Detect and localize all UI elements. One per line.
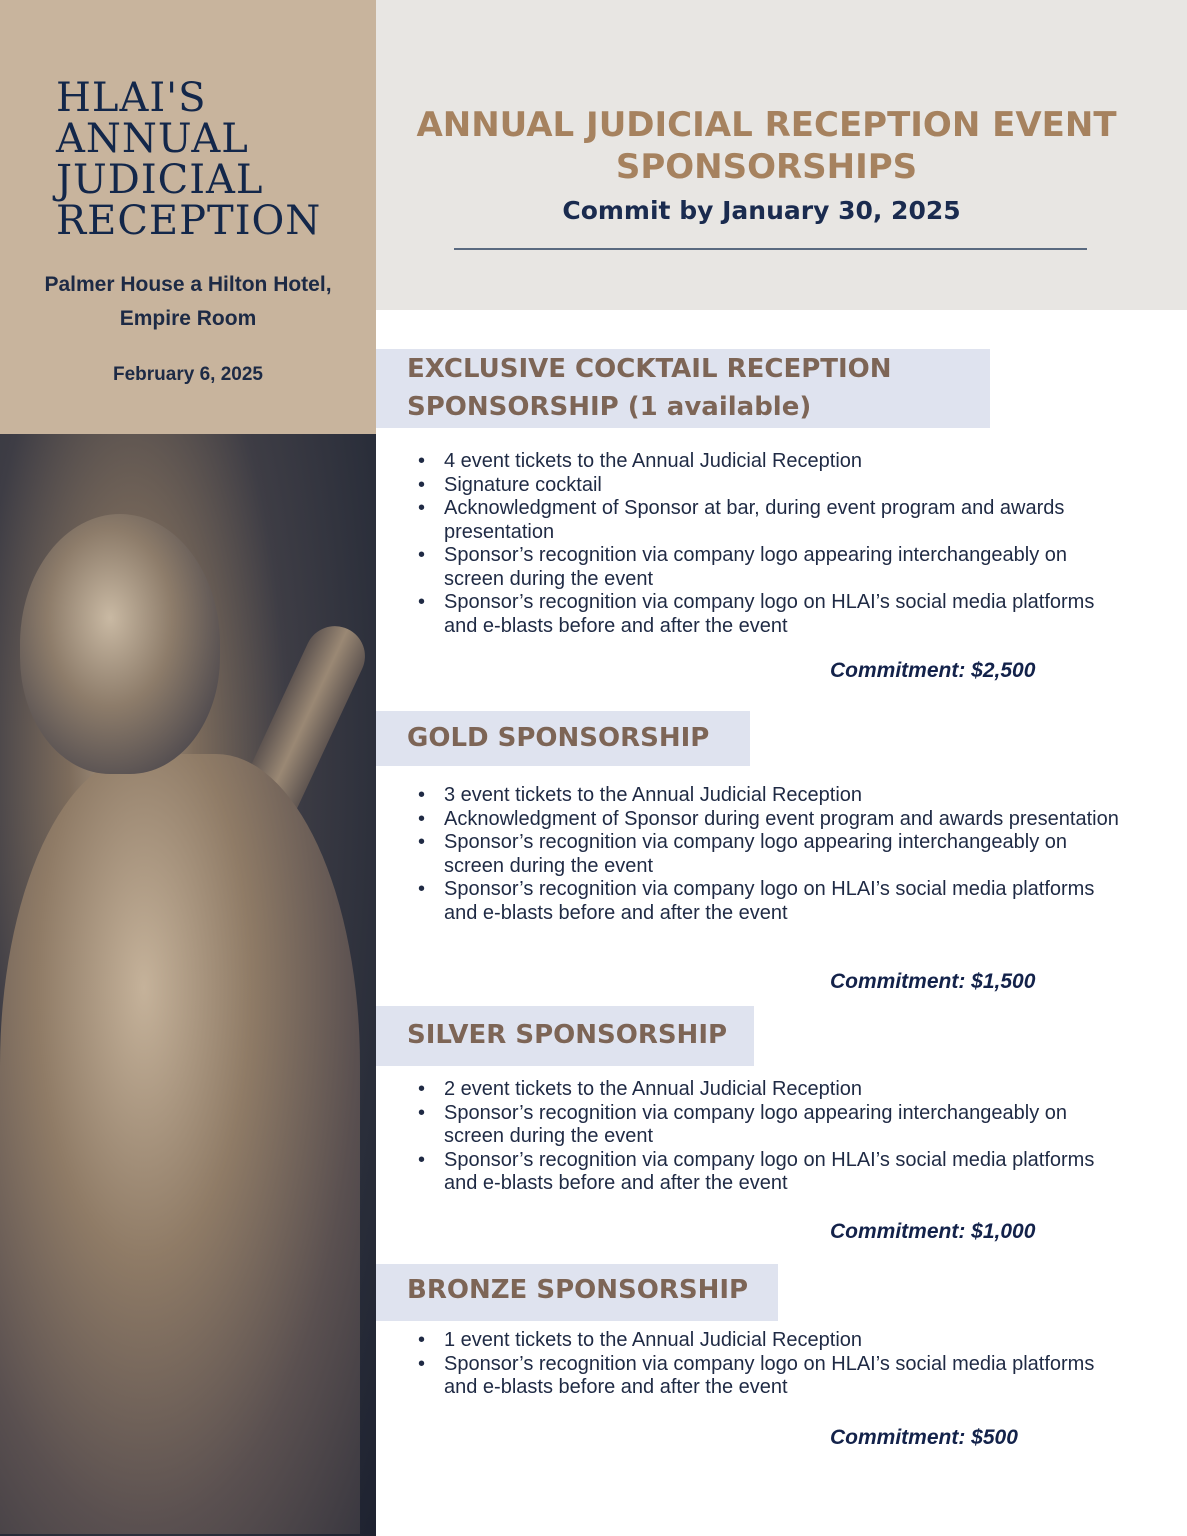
benefits-list — [376, 1078, 1124, 1196]
tier-title: GOLD SPONSORSHIP — [376, 711, 750, 766]
tier-title: BRONZE SPONSORSHIP — [376, 1264, 778, 1321]
statue-head-shape — [20, 514, 220, 774]
commitment-amount: Commitment: $2,500 — [830, 659, 1036, 682]
benefit-item: • Acknowledgment of Sponsor during event program and awards presentation — [444, 808, 1124, 832]
sidebar-panel — [0, 0, 376, 434]
venue — [0, 268, 376, 336]
commitment-amount: Commitment: $500 — [830, 1426, 1018, 1449]
benefit-item: • 4 event tickets to the Annual Judicial Reception — [444, 450, 1124, 474]
event-title-line: RECEPTION — [56, 198, 322, 244]
benefit-item: • Signature cocktail — [444, 474, 1124, 498]
benefit-item: • 2 event tickets to the Annual Judicial Reception — [444, 1078, 1124, 1102]
statue-body-shape — [0, 754, 360, 1534]
page-title-line1: ANNUAL JUDICIAL RECEPTION EVENT — [416, 105, 1117, 145]
page-title — [376, 104, 1157, 188]
tier-exclusive-cocktail — [376, 349, 1124, 638]
benefit-item: • Sponsor’s recognition via company logo appearing interchangeably on screen during the event — [444, 544, 1124, 591]
header-divider — [454, 248, 1087, 250]
benefit-item: • Sponsor’s recognition via company logo appearing interchangeably on screen during the event — [444, 1102, 1124, 1149]
benefit-item: • Sponsor’s recognition via company logo on HLAI’s social media platforms and e-blasts before and after the event — [444, 591, 1124, 638]
header-panel — [376, 0, 1187, 310]
commitment-amount: Commitment: $1,000 — [830, 1220, 1036, 1243]
tier-title — [376, 349, 990, 428]
commitment-amount: Commitment: $1,500 — [830, 970, 1036, 993]
benefits-list — [376, 1329, 1124, 1400]
benefit-item: • Acknowledgment of Sponsor at bar, during event program and awards presentation — [444, 497, 1124, 544]
benefit-item: • 3 event tickets to the Annual Judicial Reception — [444, 784, 1124, 808]
benefit-item: • 1 event tickets to the Annual Judicial Reception — [444, 1329, 1124, 1353]
commit-deadline: Commit by January 30, 2025 — [562, 196, 961, 225]
tier-title-line2: SPONSORSHIP (1 available) — [407, 392, 812, 422]
page-title-line2: SPONSORSHIPS — [615, 147, 918, 187]
event-date: February 6, 2025 — [113, 364, 263, 385]
lady-justice-photo — [0, 434, 376, 1536]
event-title — [56, 75, 322, 244]
event-title-line: ANNUAL — [56, 116, 249, 162]
venue-line1: Palmer House a Hilton Hotel, — [44, 273, 332, 296]
benefits-list — [376, 784, 1124, 925]
tier-gold — [376, 711, 1124, 925]
tier-title-line1: EXCLUSIVE COCKTAIL RECEPTION — [407, 354, 892, 384]
tier-title: SILVER SPONSORSHIP — [376, 1006, 754, 1066]
tier-silver — [376, 1006, 1124, 1196]
benefit-item: • Sponsor’s recognition via company logo appearing interchangeably on screen during the event — [444, 831, 1124, 878]
benefits-list — [376, 450, 1124, 638]
event-title-line: HLAI'S — [56, 75, 207, 121]
benefit-item: • Sponsor’s recognition via company logo on HLAI’s social media platforms and e-blasts before and after the event — [444, 878, 1124, 925]
event-title-line: JUDICIAL — [56, 157, 264, 203]
tier-bronze — [376, 1264, 1124, 1400]
benefit-item: • Sponsor’s recognition via company logo on HLAI’s social media platforms and e-blasts before and after the event — [444, 1353, 1124, 1400]
venue-line2: Empire Room — [119, 307, 257, 330]
benefit-item: • Sponsor’s recognition via company logo on HLAI’s social media platforms and e-blasts before and after the event — [444, 1149, 1124, 1196]
